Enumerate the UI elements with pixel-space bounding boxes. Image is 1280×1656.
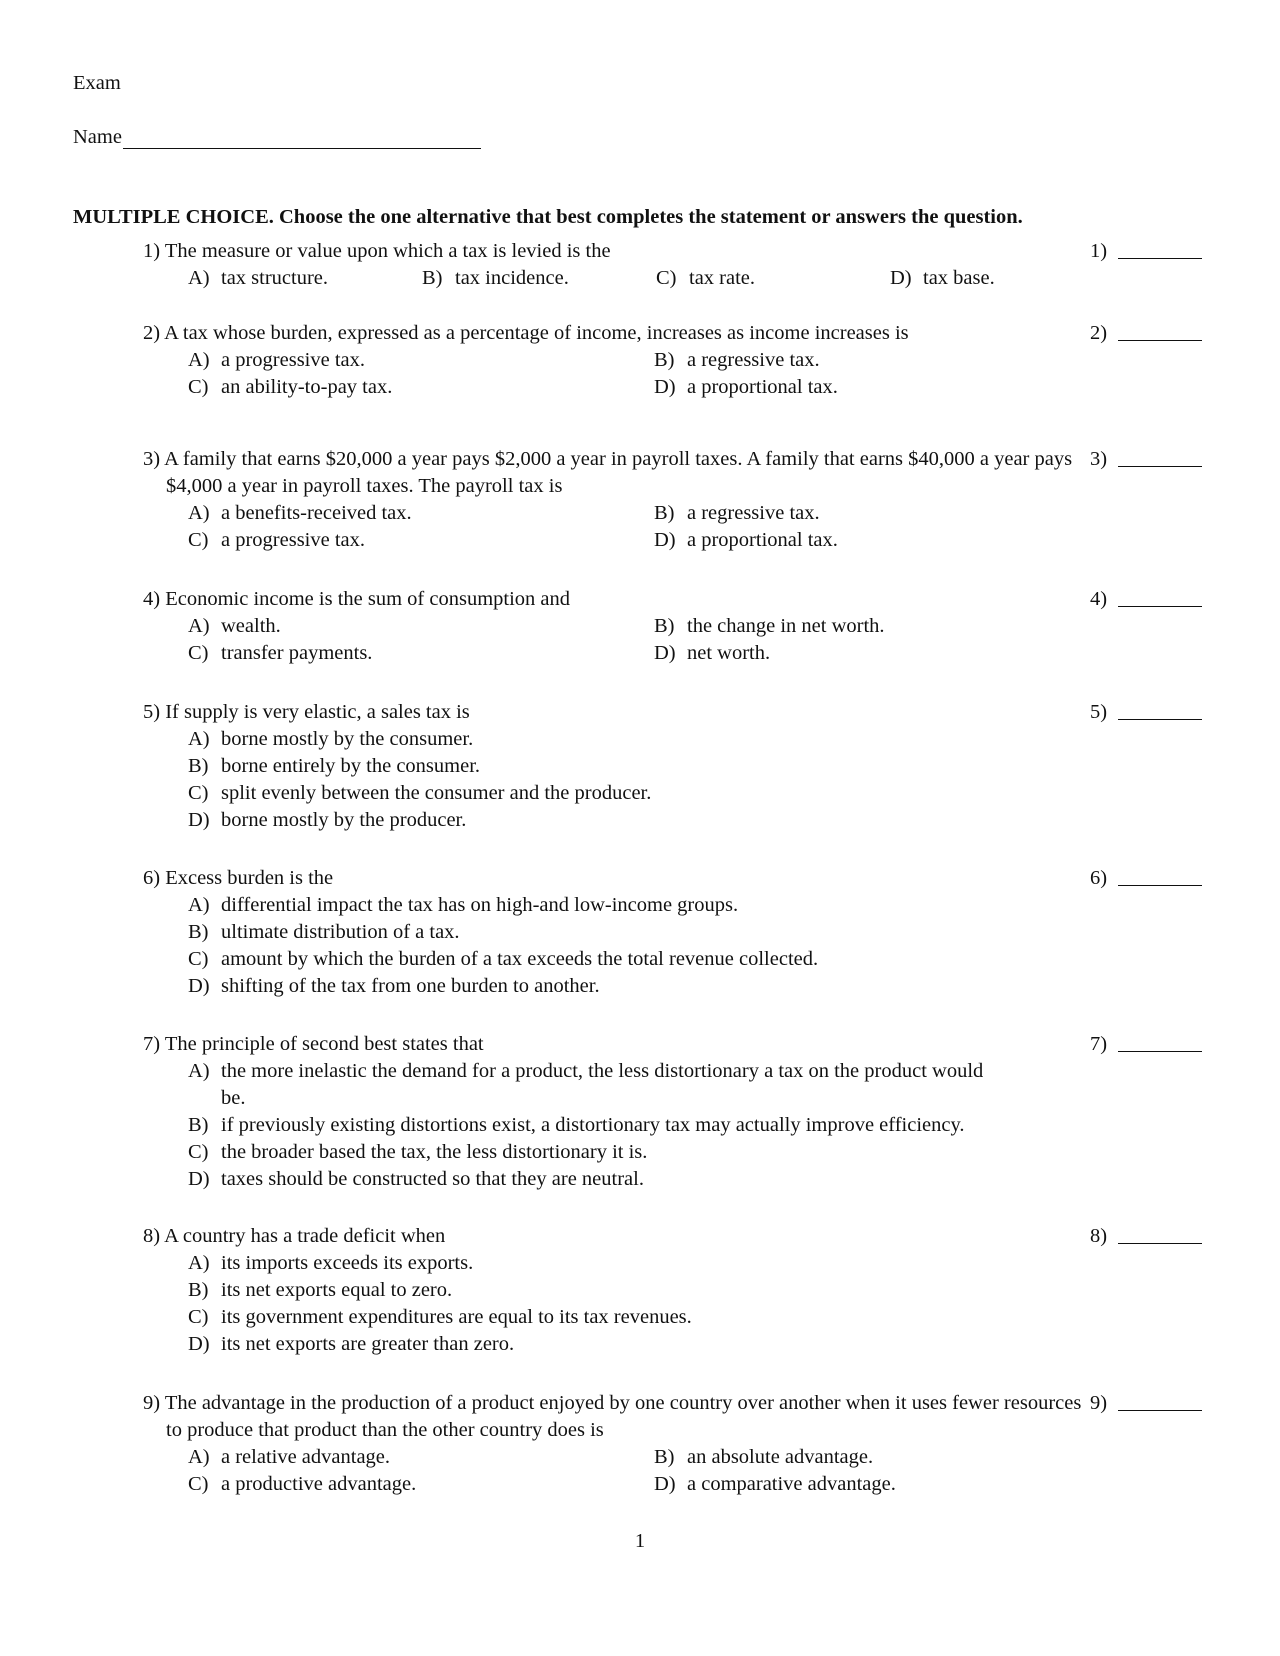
option-a [188, 726, 1048, 753]
option-letter: D) [654, 1473, 676, 1495]
option-letter: B) [654, 502, 675, 524]
option-a [188, 1444, 654, 1471]
option-text: differential impact the tax has on high-and low-income groups. [221, 894, 739, 916]
answer-number: 3) [1090, 448, 1108, 470]
option-text: a progressive tax. [221, 349, 366, 371]
option-text: borne entirely by the consumer. [221, 755, 481, 777]
option-letter: A) [188, 615, 210, 637]
option-d [654, 640, 1120, 667]
answer-number: 4) [1090, 588, 1108, 610]
option-letter: D) [188, 1168, 210, 1190]
option-letter: B) [188, 921, 209, 943]
option-a [188, 500, 654, 527]
question-stem: 5) If supply is very elastic, a sales tax is [143, 701, 470, 723]
option-text: net worth. [687, 642, 771, 664]
option-d [654, 1471, 1120, 1498]
answer-number: 7) [1090, 1033, 1108, 1055]
option-letter: C) [656, 267, 677, 289]
option-letter: B) [188, 1279, 209, 1301]
option-text: split evenly between the consumer and the producer. [221, 782, 652, 804]
option-letter: A) [188, 1060, 210, 1082]
option-a [188, 347, 654, 374]
option-c [188, 640, 654, 667]
answer-blank[interactable] [1118, 1051, 1202, 1052]
option-d [654, 374, 1120, 401]
answer-blank[interactable] [1118, 606, 1202, 607]
option-letter: A) [188, 1446, 210, 1468]
question-9 [143, 1390, 1203, 1498]
option-letter: B) [188, 1114, 209, 1136]
answer-blank[interactable] [1118, 885, 1202, 886]
option-text: a progressive tax. [221, 529, 366, 551]
option-text: borne mostly by the producer. [221, 809, 467, 831]
question-stem: 8) A country has a trade deficit when [143, 1225, 446, 1247]
option-c [188, 780, 1048, 807]
option-letter: D) [188, 975, 210, 997]
option-letter: A) [188, 1252, 210, 1274]
option-letter: D) [654, 642, 676, 664]
option-b [188, 919, 1048, 946]
option-letter: C) [188, 529, 209, 551]
option-c [188, 946, 1048, 973]
option-text: a productive advantage. [221, 1473, 417, 1495]
option-b [654, 500, 1120, 527]
option-letter: C) [188, 376, 209, 398]
option-text: an absolute advantage. [687, 1446, 874, 1468]
answer-blank[interactable] [1118, 466, 1202, 467]
option-b [654, 347, 1120, 374]
option-text: an ability-to-pay tax. [221, 376, 393, 398]
option-d [654, 527, 1120, 554]
question-8 [143, 1223, 1203, 1358]
option-a [188, 1250, 1048, 1277]
option-text: its net exports equal to zero. [221, 1279, 453, 1301]
question-6 [143, 865, 1203, 1000]
option-text: a comparative advantage. [687, 1473, 896, 1495]
question-stem: 6) Excess burden is the [143, 867, 334, 889]
answer-number: 1) [1090, 240, 1108, 262]
option-b [188, 1277, 1048, 1304]
instructions: MULTIPLE CHOICE. Choose the one alternative that best completes the statement or answers the question. [73, 206, 1023, 228]
option-d [890, 265, 1124, 292]
option-d [188, 1331, 1048, 1358]
option-letter: C) [188, 1306, 209, 1328]
option-text: a proportional tax. [687, 376, 838, 398]
option-text: a regressive tax. [687, 502, 820, 524]
option-letter: B) [654, 1446, 675, 1468]
option-letter: C) [188, 642, 209, 664]
option-letter: B) [422, 267, 443, 289]
option-text: the change in net worth. [687, 615, 885, 637]
option-b [188, 1112, 1048, 1139]
option-b [654, 1444, 1120, 1471]
question-1 [143, 238, 1203, 292]
option-letter: D) [890, 267, 912, 289]
option-text: tax rate. [689, 267, 756, 289]
question-7 [143, 1031, 1203, 1193]
option-a [188, 892, 1048, 919]
option-text: taxes should be constructed so that they are neutral. [221, 1168, 644, 1190]
option-text: borne mostly by the consumer. [221, 728, 474, 750]
option-text: if previously existing distortions exist, a distortionary tax may actually improve efficiency. [221, 1114, 965, 1136]
name-line [73, 126, 481, 149]
answer-number: 8) [1090, 1225, 1108, 1247]
option-text: ultimate distribution of a tax. [221, 921, 460, 943]
name-blank[interactable] [123, 128, 481, 149]
option-letter: C) [188, 948, 209, 970]
option-letter: D) [188, 1333, 210, 1355]
option-d [188, 807, 1048, 834]
option-letter: B) [188, 755, 209, 777]
name-label: Name [73, 126, 122, 148]
question-stem: 3) A family that earns $20,000 a year pays $2,000 a year in payroll taxes. A family that earns $40,000 a year pays $4,000 a year in payroll taxes. The payroll tax is [143, 448, 1073, 497]
answer-number: 6) [1090, 867, 1108, 889]
question-stem: 7) The principle of second best states that [143, 1033, 484, 1055]
option-letter: D) [188, 809, 210, 831]
option-b [188, 753, 1048, 780]
page-number: 1 [634, 1530, 646, 1552]
option-letter: B) [654, 615, 675, 637]
answer-blank[interactable] [1118, 340, 1202, 341]
option-letter: C) [188, 1141, 209, 1163]
option-c [188, 1304, 1048, 1331]
question-2 [143, 320, 1203, 401]
option-text: shifting of the tax from one burden to another. [221, 975, 600, 997]
answer-blank[interactable] [1118, 258, 1202, 259]
option-d [188, 1166, 1048, 1193]
option-c [188, 1139, 1048, 1166]
option-a [188, 265, 422, 292]
option-text: amount by which the burden of a tax exceeds the total revenue collected. [221, 948, 819, 970]
option-text: tax incidence. [455, 267, 569, 289]
option-a [188, 613, 654, 640]
option-letter: C) [188, 782, 209, 804]
option-c [188, 1471, 654, 1498]
answer-number: 9) [1090, 1392, 1108, 1414]
answer-blank[interactable] [1118, 1410, 1202, 1411]
option-letter: D) [654, 529, 676, 551]
option-letter: C) [188, 1473, 209, 1495]
option-letter: B) [654, 349, 675, 371]
option-a [188, 1058, 988, 1112]
option-text: transfer payments. [221, 642, 373, 664]
option-letter: A) [188, 894, 210, 916]
option-letter: A) [188, 267, 210, 289]
option-letter: A) [188, 728, 210, 750]
question-stem: 9) The advantage in the production of a product enjoyed by one country over another when it uses fewer resources to produce that product than the other country does is [143, 1392, 1082, 1441]
option-letter: A) [188, 502, 210, 524]
option-c [188, 527, 654, 554]
option-text: its government expenditures are equal to its tax revenues. [221, 1306, 692, 1328]
answer-number: 2) [1090, 322, 1108, 344]
question-3 [143, 446, 1203, 554]
option-b [422, 265, 656, 292]
question-5 [143, 699, 1203, 834]
option-text: its imports exceeds its exports. [221, 1252, 474, 1274]
option-text: wealth. [221, 615, 281, 637]
option-text: a regressive tax. [687, 349, 820, 371]
exam-label: Exam [73, 72, 121, 94]
option-text: a benefits-received tax. [221, 502, 412, 524]
question-4 [143, 586, 1203, 667]
answer-blank[interactable] [1118, 1243, 1202, 1244]
option-text: tax base. [923, 267, 995, 289]
option-letter: A) [188, 349, 210, 371]
option-c [656, 265, 890, 292]
question-stem: 4) Economic income is the sum of consumption and [143, 588, 571, 610]
option-text: tax structure. [221, 267, 329, 289]
answer-blank[interactable] [1118, 719, 1202, 720]
option-c [188, 374, 654, 401]
option-text: a proportional tax. [687, 529, 838, 551]
question-stem: 1) The measure or value upon which a tax is levied is the [143, 240, 611, 262]
option-text: a relative advantage. [221, 1446, 391, 1468]
option-b [654, 613, 1120, 640]
option-text: the broader based the tax, the less distortionary it is. [221, 1141, 648, 1163]
answer-number: 5) [1090, 701, 1108, 723]
option-d [188, 973, 1048, 1000]
option-letter: D) [654, 376, 676, 398]
option-text: the more inelastic the demand for a product, the less distortionary a tax on the product would be. [221, 1060, 984, 1109]
option-text: its net exports are greater than zero. [221, 1333, 515, 1355]
question-stem: 2) A tax whose burden, expressed as a percentage of income, increases as income increases is [143, 322, 909, 344]
